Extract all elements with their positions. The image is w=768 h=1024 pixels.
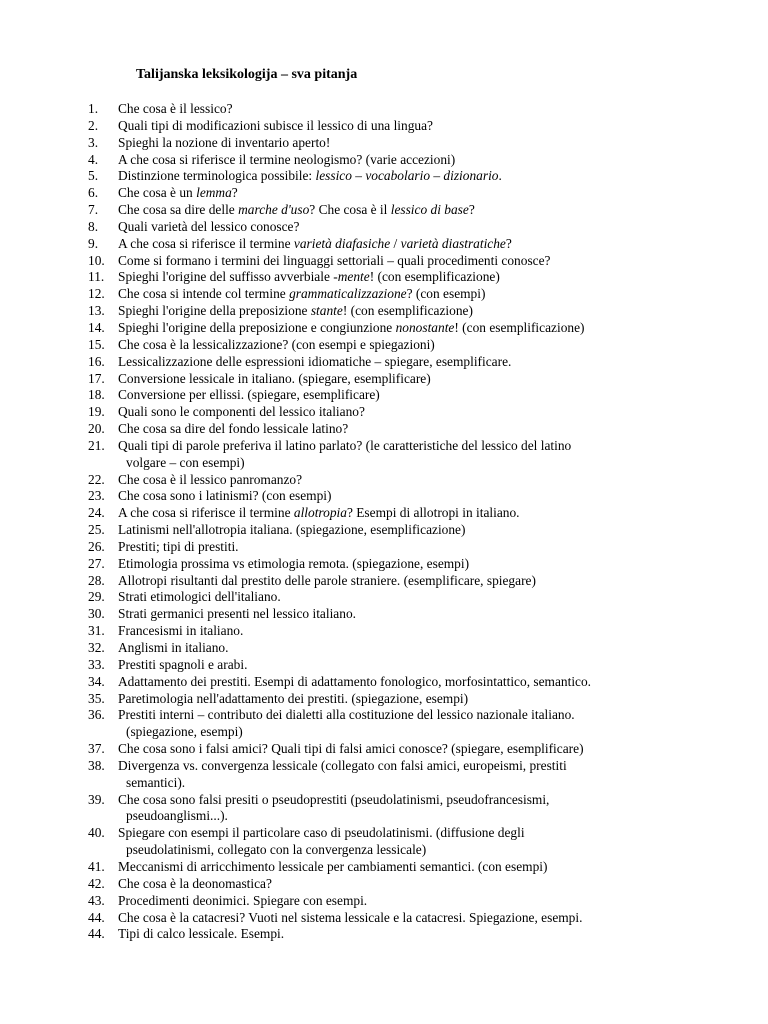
question-number: 11. xyxy=(88,269,105,285)
question-text xyxy=(118,707,708,741)
text-run: ? xyxy=(468,202,475,218)
question-text xyxy=(118,404,365,419)
question-number: 37. xyxy=(88,741,105,757)
question-text xyxy=(118,589,281,604)
question-number: 23. xyxy=(88,488,105,504)
question-continuation: pseudoanglismi...). xyxy=(126,808,228,824)
question-item xyxy=(88,371,708,388)
text-run: . xyxy=(498,168,502,184)
document-title: Talijanska leksikologija – sva pitanja xyxy=(136,67,358,82)
question-item xyxy=(88,236,708,253)
question-item xyxy=(88,691,708,708)
question-text xyxy=(118,371,431,386)
text-run: Latinismi nell'allotropia italiana. (spiegazione, esemplificazione) xyxy=(118,522,466,538)
question-text xyxy=(118,236,512,251)
question-number: 9. xyxy=(88,235,99,251)
text-run: Che cosa sa dire delle xyxy=(118,202,239,218)
question-item xyxy=(88,573,708,590)
question-item xyxy=(88,825,708,859)
question-number: 20. xyxy=(88,421,105,437)
question-number: 19. xyxy=(88,404,105,420)
text-run: Come si formano i termini dei linguaggi settoriali – quali procedimenti conosce? xyxy=(118,252,551,268)
question-text xyxy=(118,741,584,756)
question-list xyxy=(88,101,708,943)
question-item xyxy=(88,135,708,152)
question-text xyxy=(118,623,243,638)
question-item xyxy=(88,707,708,741)
question-number: 26. xyxy=(88,538,105,554)
italic-term: allotropia xyxy=(293,505,347,521)
text-run: ? xyxy=(505,235,512,251)
text-run: / xyxy=(390,235,401,251)
question-number: 35. xyxy=(88,690,105,706)
question-number: 33. xyxy=(88,656,105,672)
text-run: Conversione lessicale in italiano. (spiegare, esemplificare) xyxy=(118,370,431,386)
question-number: 8. xyxy=(88,218,99,234)
text-run: Che cosa è un xyxy=(118,185,197,201)
italic-term: stante xyxy=(310,303,343,319)
question-item xyxy=(88,421,708,438)
italic-term: nonostante xyxy=(395,319,455,335)
question-number: 34. xyxy=(88,673,105,689)
question-number: 22. xyxy=(88,471,105,487)
text-run: Che cosa sono falsi presiti o pseudoprestiti (pseudolatinismi, pseudofrancesismi, xyxy=(118,791,550,807)
text-run: Che cosa si intende col termine xyxy=(118,286,290,302)
question-item xyxy=(88,118,708,135)
text-run: Spiegare con esempi il particolare caso di pseudolatinismi. (diffusione degli xyxy=(118,825,525,841)
question-number: 38. xyxy=(88,757,105,773)
question-continuation: semantici). xyxy=(126,774,186,790)
question-item xyxy=(88,488,708,505)
italic-term: grammaticalizzazione xyxy=(289,286,407,302)
question-text xyxy=(118,893,367,908)
question-text xyxy=(118,152,455,167)
question-text xyxy=(118,303,473,318)
question-text xyxy=(118,539,239,554)
text-run: Quali sono le componenti del lessico italiano? xyxy=(118,404,365,420)
question-text xyxy=(118,758,708,792)
question-number: 32. xyxy=(88,640,105,655)
text-run: Spieghi l'origine della preposizione e congiunzione xyxy=(118,319,396,335)
question-text xyxy=(118,674,591,689)
text-run: Che cosa sono i latinismi? (con esempi) xyxy=(118,488,332,504)
question-item xyxy=(88,589,708,606)
text-run: Spieghi l'origine della preposizione xyxy=(118,303,311,319)
question-number: 29. xyxy=(88,589,105,605)
question-text xyxy=(118,286,485,301)
text-run: ? Che cosa è il xyxy=(309,202,391,218)
question-item xyxy=(88,910,708,927)
question-text xyxy=(118,640,228,655)
question-number: 41. xyxy=(88,858,105,874)
question-number: 31. xyxy=(88,623,105,639)
question-item xyxy=(88,505,708,522)
question-item xyxy=(88,556,708,573)
question-item xyxy=(88,219,708,236)
text-run: Distinzione terminologica possibile: xyxy=(118,168,316,184)
text-run: Strati germanici presenti nel lessico italiano. xyxy=(118,606,356,622)
question-item xyxy=(88,657,708,674)
question-item xyxy=(88,926,708,943)
question-number: 25. xyxy=(88,522,105,538)
question-text xyxy=(118,135,330,150)
question-item xyxy=(88,354,708,371)
italic-term: -mente xyxy=(333,269,370,285)
question-text xyxy=(118,354,511,369)
text-run: Allotropi risultanti dal prestito delle parole straniere. (esemplificare, spiegare) xyxy=(118,572,536,588)
question-item xyxy=(88,539,708,556)
question-number: 44. xyxy=(88,926,105,942)
question-text xyxy=(118,859,547,874)
question-item xyxy=(88,303,708,320)
question-item xyxy=(88,741,708,758)
text-run: Quali tipi di parole preferiva il latino parlato? (le caratteristiche del lessico del latino xyxy=(118,437,572,453)
question-text xyxy=(118,488,331,503)
text-run: Adattamento dei prestiti. Esempi di adattamento fonologico, morfosintattico, semantico. xyxy=(118,673,592,689)
question-number: 3. xyxy=(88,134,99,150)
question-number: 5. xyxy=(88,168,99,184)
question-number: 16. xyxy=(88,353,105,369)
question-text xyxy=(118,421,348,436)
question-item xyxy=(88,320,708,337)
question-number: 2. xyxy=(88,117,99,133)
text-run: Conversione per ellissi. (spiegare, esemplificare) xyxy=(118,387,380,403)
question-number: 43. xyxy=(88,892,105,908)
question-item xyxy=(88,168,708,185)
question-item xyxy=(88,438,708,472)
text-run: A che cosa si riferisce il termine xyxy=(118,235,294,251)
question-number: 24. xyxy=(88,505,105,521)
italic-term: marche d'uso xyxy=(238,202,310,218)
question-item xyxy=(88,185,708,202)
text-run: ? xyxy=(231,185,238,201)
question-text xyxy=(118,118,433,133)
question-text xyxy=(118,472,302,487)
question-item xyxy=(88,101,708,118)
text-run: Francesismi in italiano. xyxy=(118,623,244,639)
question-item xyxy=(88,337,708,354)
text-run: A che cosa si riferisce il termine neologismo? (varie accezioni) xyxy=(118,151,456,167)
question-continuation: pseudolatinismi, collegato con la convergenza lessicale) xyxy=(126,842,427,858)
question-item xyxy=(88,152,708,169)
question-text xyxy=(118,101,233,116)
question-text xyxy=(118,573,536,588)
question-number: 44. xyxy=(88,909,105,925)
question-text xyxy=(118,253,550,268)
text-run: Lessicalizzazione delle espressioni idiomatiche – spiegare, esemplificare. xyxy=(118,353,512,369)
text-run: ? Esempi di allotropi in italiano. xyxy=(346,505,520,521)
question-number: 13. xyxy=(88,303,105,319)
question-text xyxy=(118,522,465,537)
question-number: 12. xyxy=(88,286,105,302)
italic-term: lessico – vocabolario – dizionario xyxy=(315,168,499,184)
question-number: 17. xyxy=(88,370,105,386)
question-item xyxy=(88,522,708,539)
question-text xyxy=(118,606,356,621)
question-text xyxy=(118,926,284,941)
text-run: Prestiti interni – contributo dei dialetti alla costituzione del lessico nazionale italiano. xyxy=(118,707,575,723)
question-text xyxy=(118,876,272,891)
question-text xyxy=(118,219,299,234)
question-item xyxy=(88,253,708,270)
text-run: Divergenza vs. convergenza lessicale (collegato con falsi amici, europeismi, prestiti xyxy=(118,757,567,773)
text-run: Paretimologia nell'adattamento dei prestiti. (spiegazione, esempi) xyxy=(118,690,469,706)
question-number: 15. xyxy=(88,336,105,352)
question-text xyxy=(118,320,585,335)
question-number: 7. xyxy=(88,202,99,218)
question-text xyxy=(118,269,500,284)
question-text xyxy=(118,387,380,402)
question-text xyxy=(118,825,708,859)
question-item xyxy=(88,640,708,657)
question-continuation: (spiegazione, esempi) xyxy=(126,724,243,740)
question-item xyxy=(88,606,708,623)
question-text xyxy=(118,657,247,672)
question-item xyxy=(88,758,708,792)
question-number: 4. xyxy=(88,151,99,167)
text-run: Che cosa è il lessico panromanzo? xyxy=(118,471,303,487)
text-run: ? (con esempi) xyxy=(406,286,486,302)
question-number: 39. xyxy=(88,791,105,807)
question-item xyxy=(88,893,708,910)
question-continuation: volgare – con esempi) xyxy=(126,454,245,470)
question-number: 10. xyxy=(88,252,105,268)
italic-term: varietà diastratiche xyxy=(400,235,506,251)
text-run: Tipi di calco lessicale. Esempi. xyxy=(118,926,285,942)
question-text xyxy=(118,792,708,826)
italic-term: lessico di base xyxy=(390,202,469,218)
text-run: Che cosa sa dire del fondo lessicale latino? xyxy=(118,421,349,437)
question-text xyxy=(118,185,238,200)
question-number: 6. xyxy=(88,185,99,201)
text-run: Anglismi in italiano. xyxy=(118,640,229,655)
text-run: ! (con esemplificazione) xyxy=(369,269,500,285)
question-item xyxy=(88,269,708,286)
question-number: 14. xyxy=(88,319,105,335)
text-run: A che cosa si riferisce il termine xyxy=(118,505,294,521)
question-text xyxy=(118,438,708,472)
text-run: Procedimenti deonimici. Spiegare con esempi. xyxy=(118,892,368,908)
text-run: Che cosa sono i falsi amici? Quali tipi di falsi amici conosce? (spiegare, esemplificare) xyxy=(118,741,584,757)
question-item xyxy=(88,387,708,404)
text-run: Meccanismi di arricchimento lessicale per cambiamenti semantici. (con esempi) xyxy=(118,858,548,874)
text-run: Strati etimologici dell'italiano. xyxy=(118,589,281,605)
question-text xyxy=(118,556,469,571)
text-run: Quali varietà del lessico conosce? xyxy=(118,218,300,234)
question-number: 18. xyxy=(88,387,105,403)
question-number: 40. xyxy=(88,825,105,841)
question-item xyxy=(88,202,708,219)
question-text xyxy=(118,691,468,706)
text-run: Spieghi la nozione di inventario aperto! xyxy=(118,134,331,150)
text-run: Che cosa è la lessicalizzazione? (con esempi e spiegazioni) xyxy=(118,336,435,352)
question-number: 42. xyxy=(88,875,105,891)
text-run: ! (con esemplificazione) xyxy=(454,319,585,335)
question-text xyxy=(118,910,582,925)
question-item xyxy=(88,674,708,691)
text-run: Che cosa è il lessico? xyxy=(118,101,233,116)
italic-term: varietà diafasiche xyxy=(293,235,391,251)
question-item xyxy=(88,876,708,893)
question-item xyxy=(88,792,708,826)
text-run: Quali tipi di modificazioni subisce il lessico di una lingua? xyxy=(118,117,433,133)
question-text xyxy=(118,505,520,520)
text-run: Etimologia prossima vs etimologia remota. (spiegazione, esempi) xyxy=(118,555,470,571)
question-number: 30. xyxy=(88,606,105,622)
question-number: 28. xyxy=(88,572,105,588)
text-run: Prestiti; tipi di prestiti. xyxy=(118,538,239,554)
text-run: Spieghi l'origine del suffisso avverbiale xyxy=(118,269,334,285)
question-item xyxy=(88,859,708,876)
text-run: Prestiti spagnoli e arabi. xyxy=(118,656,248,672)
question-text xyxy=(118,202,475,217)
text-run: Che cosa è la deonomastica? xyxy=(118,875,272,891)
question-number: 27. xyxy=(88,555,105,571)
question-item xyxy=(88,472,708,489)
question-item xyxy=(88,623,708,640)
italic-term: lemma xyxy=(196,185,232,201)
question-number: 1. xyxy=(88,101,99,116)
text-run: ! (con esemplificazione) xyxy=(342,303,473,319)
text-run: Che cosa è la catacresi? Vuoti nel sistema lessicale e la catacresi. Spiegazione, esempi. xyxy=(118,909,583,925)
question-item xyxy=(88,404,708,421)
question-text xyxy=(118,168,502,183)
question-item xyxy=(88,286,708,303)
question-text xyxy=(118,337,435,352)
question-number: 36. xyxy=(88,707,105,723)
question-number: 21. xyxy=(88,437,105,453)
